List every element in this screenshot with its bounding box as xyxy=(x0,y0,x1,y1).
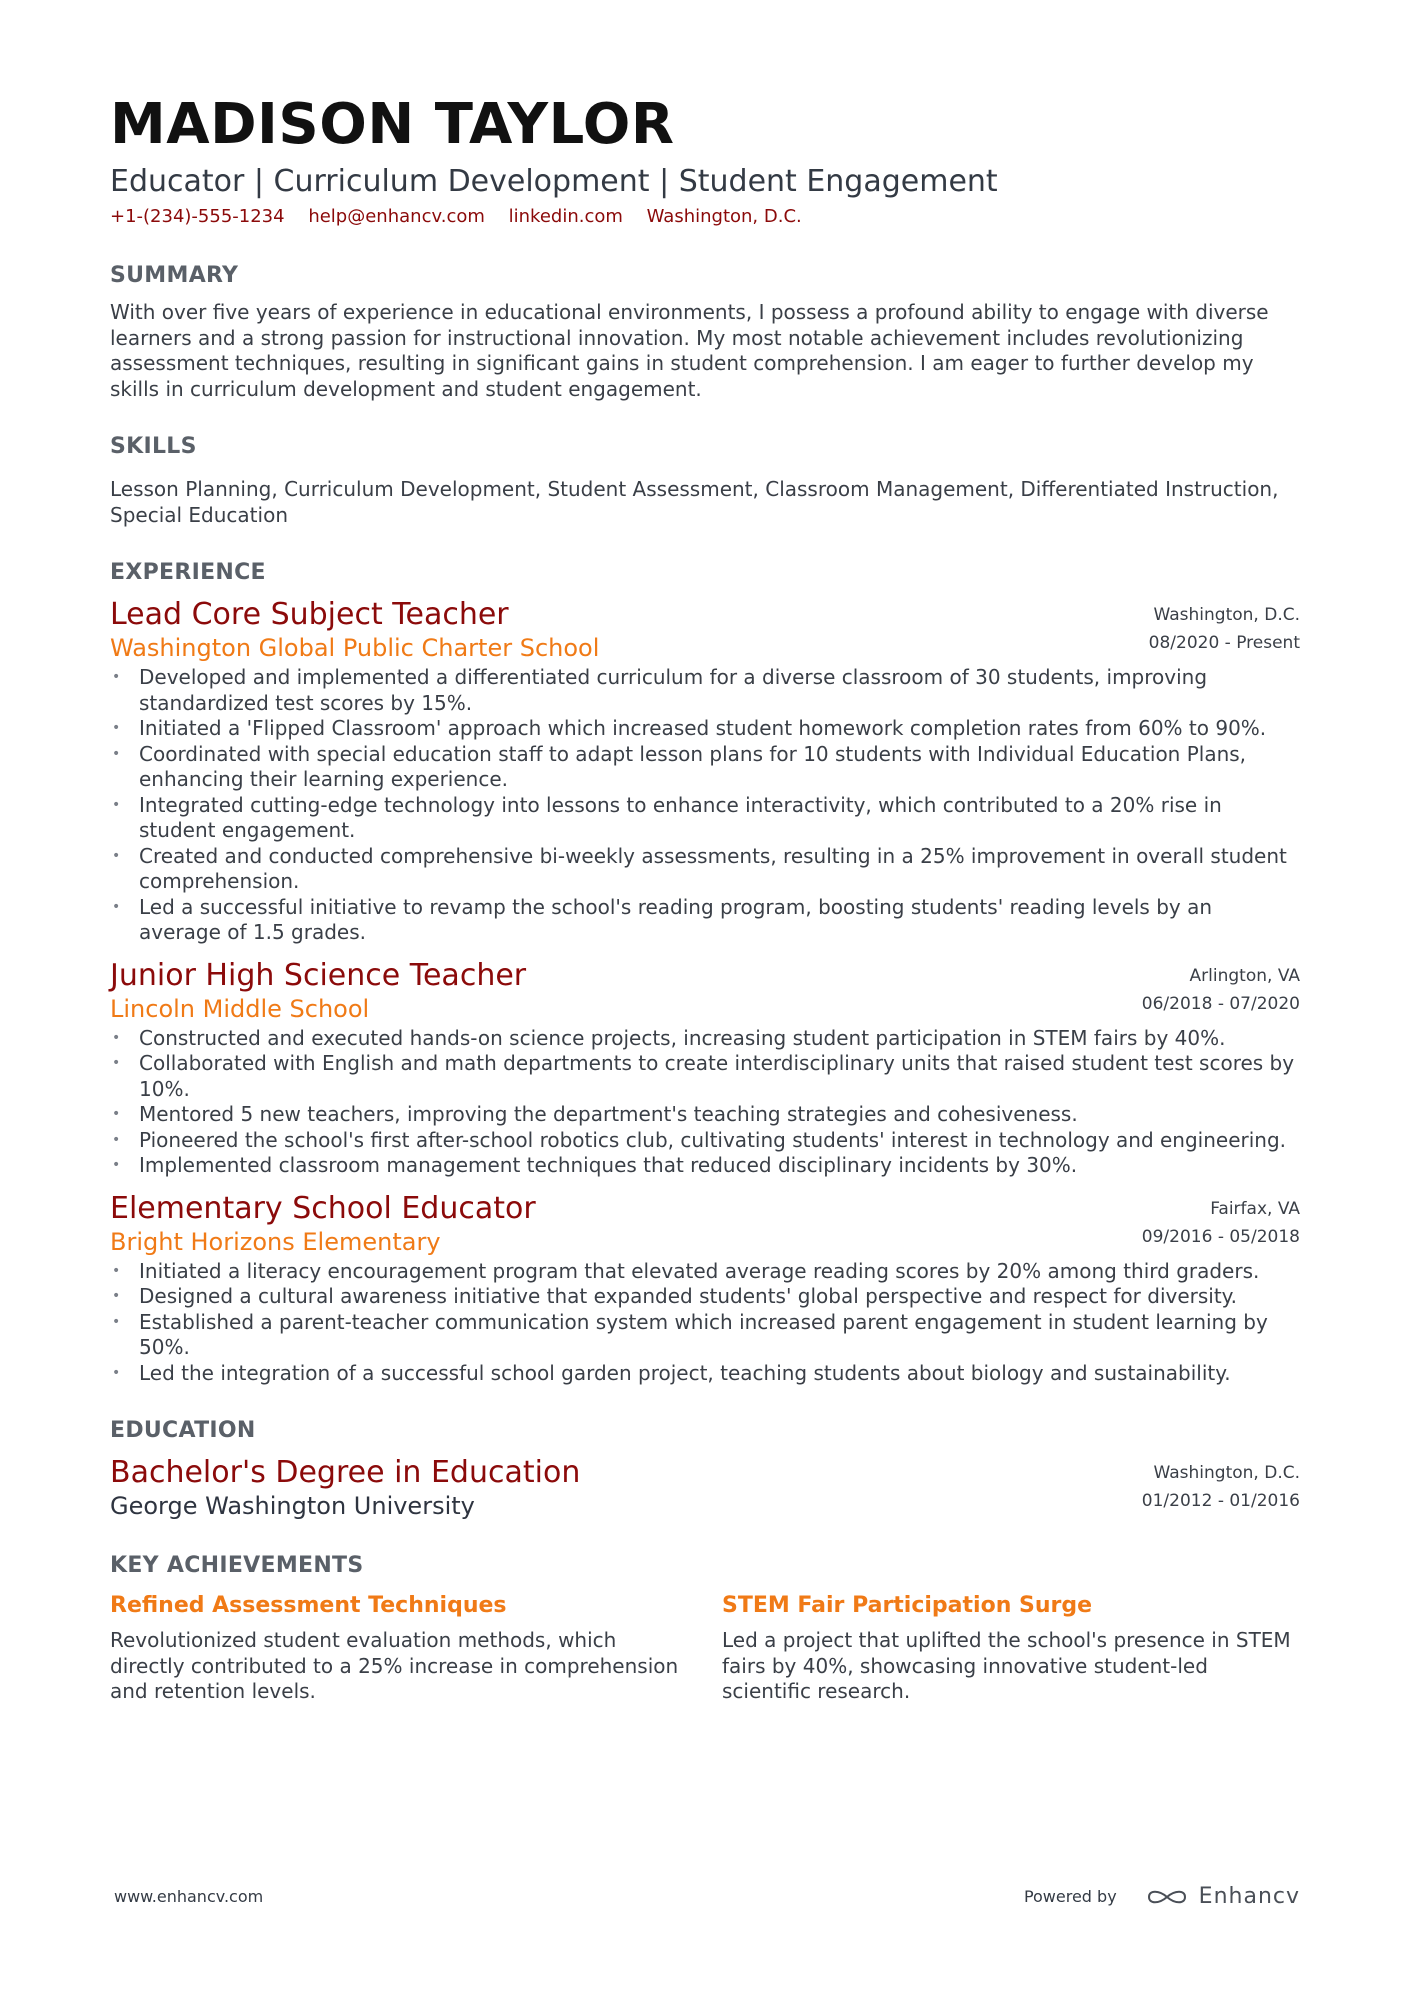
job-title: Lead Core Subject Teacher xyxy=(110,597,509,633)
achievement-title: Refined Assessment Techniques xyxy=(110,1593,507,1619)
powered-by-label: Powered by xyxy=(1023,1887,1117,1906)
job-company: Lincoln Middle School xyxy=(110,994,370,1023)
list-item: • Collaborated with English and math departments to create interdisciplinary units that raised student test scores by 10%. xyxy=(110,1051,1300,1102)
list-item: • Initiated a literacy encouragement program that elevated average reading scores by 20% among third graders. xyxy=(110,1259,1300,1285)
summary-text: With over five years of experience in educational environments, I possess a profound ability to engage with diverse learners and a strong passion for instructional innovation. My most notable achievement includes revolutionizing assessment techniques, resulting in significant gains in student comprehension. I am eager to further develop my skills in curriculum development and student engagement. xyxy=(110,300,1269,401)
job-location: Washington, D.C. xyxy=(1153,605,1300,626)
section-title-experience: EXPERIENCE xyxy=(110,560,266,586)
job-company: Washington Global Public Charter School xyxy=(110,634,600,663)
list-item: • Pioneered the school's first after-school robotics club, cultivating students' interest in technology and engineering. xyxy=(110,1128,1300,1154)
education-entry xyxy=(110,1455,1300,1521)
list-item: • Led a successful initiative to revamp the school's reading program, boosting students' reading levels by an average of 1.5 grades. xyxy=(110,895,1300,946)
summary-section xyxy=(110,263,1300,402)
achievements-grid xyxy=(110,1592,1300,1705)
list-item: • Created and conducted comprehensive bi-weekly assessments, resulting in a 25% improvement in overall student comprehension. xyxy=(110,844,1300,895)
job-bullets xyxy=(110,665,1300,946)
education-dates: 01/2012 - 01/2016 xyxy=(1141,1491,1300,1512)
job-location: Arlington, VA xyxy=(1189,965,1300,986)
experience-entry xyxy=(110,1191,1300,1387)
education-section xyxy=(110,1418,1300,1521)
skills-section xyxy=(110,434,1300,528)
list-item: • Implemented classroom management techniques that reduced disciplinary incidents by 30%. xyxy=(110,1153,1300,1179)
experience-entry xyxy=(110,958,1300,1179)
list-item: • Constructed and executed hands-on science projects, increasing student participation in STEM fairs by 40%. xyxy=(110,1026,1300,1052)
job-title: Elementary School Educator xyxy=(110,1190,536,1226)
list-item: • Designed a cultural awareness initiative that expanded students' global perspective and respect for diversity. xyxy=(110,1284,1300,1310)
location-text: Washington, D.C. xyxy=(646,206,802,228)
degree-title: Bachelor's Degree in Education xyxy=(110,1455,581,1491)
job-bullets xyxy=(110,1026,1300,1179)
brand-name: Enhancv xyxy=(1198,1884,1300,1909)
achievement-desc: Led a project that uplifted the school's presence in STEM fairs by 40%, showcasing innovative student-led scientific research. xyxy=(722,1628,1291,1704)
achievement-desc: Revolutionized student evaluation methods, which directly contributed to a 25% increase in comprehension and retention levels. xyxy=(110,1628,679,1704)
section-title-skills: SKILLS xyxy=(110,434,197,460)
candidate-name: MADISON TAYLOR xyxy=(110,92,675,157)
infinity-logo-icon xyxy=(1145,1886,1189,1908)
experience-entry xyxy=(110,597,1300,946)
footer-site-link[interactable]: www.enhancv.com xyxy=(114,1887,264,1906)
list-item: • Coordinated with special education staff to adapt lesson plans for 10 students with Individual Education Plans, enhancing their learning experience. xyxy=(110,742,1300,793)
achievement-item xyxy=(722,1592,1300,1705)
contact-info xyxy=(110,206,1300,227)
experience-section xyxy=(110,560,1300,1386)
list-item: • Integrated cutting-edge technology into lessons to enhance interactivity, which contributed to a 20% rise in student engagement. xyxy=(110,793,1300,844)
list-item: • Led the integration of a successful school garden project, teaching students about biology and sustainability. xyxy=(110,1361,1300,1387)
linkedin-link[interactable]: linkedin.com xyxy=(508,206,623,228)
section-title-achievements: KEY ACHIEVEMENTS xyxy=(110,1553,364,1579)
phone-link[interactable]: +1-(234)-555-1234 xyxy=(110,206,285,228)
job-dates: 09/2016 - 05/2018 xyxy=(1141,1226,1300,1247)
achievement-item xyxy=(110,1592,688,1705)
education-location: Washington, D.C. xyxy=(1153,1463,1300,1484)
page-footer xyxy=(114,1884,1300,1909)
headline: Educator | Curriculum Development | Student Engagement xyxy=(110,163,998,199)
job-dates: 08/2020 - Present xyxy=(1148,633,1300,654)
list-item: • Initiated a 'Flipped Classroom' approach which increased student homework completion rates from 60% to 90%. xyxy=(110,716,1300,742)
skills-text: Lesson Planning, Curriculum Development, Student Assessment, Classroom Management, Differentiated Instruction, Special Education xyxy=(110,477,1279,527)
school-name: George Washington University xyxy=(110,1492,475,1521)
list-item: • Developed and implemented a differentiated curriculum for a diverse classroom of 30 students, improving standardized test scores by 15%. xyxy=(110,665,1300,716)
achievement-title: STEM Fair Participation Surge xyxy=(722,1593,1093,1619)
achievements-section xyxy=(110,1553,1300,1705)
list-item: • Mentored 5 new teachers, improving the department's teaching strategies and cohesiveness. xyxy=(110,1102,1300,1128)
job-company: Bright Horizons Elementary xyxy=(110,1227,441,1256)
footer-brand xyxy=(1024,1884,1300,1909)
job-dates: 06/2018 - 07/2020 xyxy=(1141,993,1300,1014)
section-title-education: EDUCATION xyxy=(110,1418,256,1444)
job-location: Fairfax, VA xyxy=(1210,1198,1300,1219)
list-item: • Established a parent-teacher communication system which increased parent engagement in student learning by 50%. xyxy=(110,1310,1300,1361)
job-bullets xyxy=(110,1259,1300,1387)
job-title: Junior High Science Teacher xyxy=(110,957,527,993)
section-title-summary: SUMMARY xyxy=(110,263,239,289)
email-link[interactable]: help@enhancv.com xyxy=(308,206,485,228)
